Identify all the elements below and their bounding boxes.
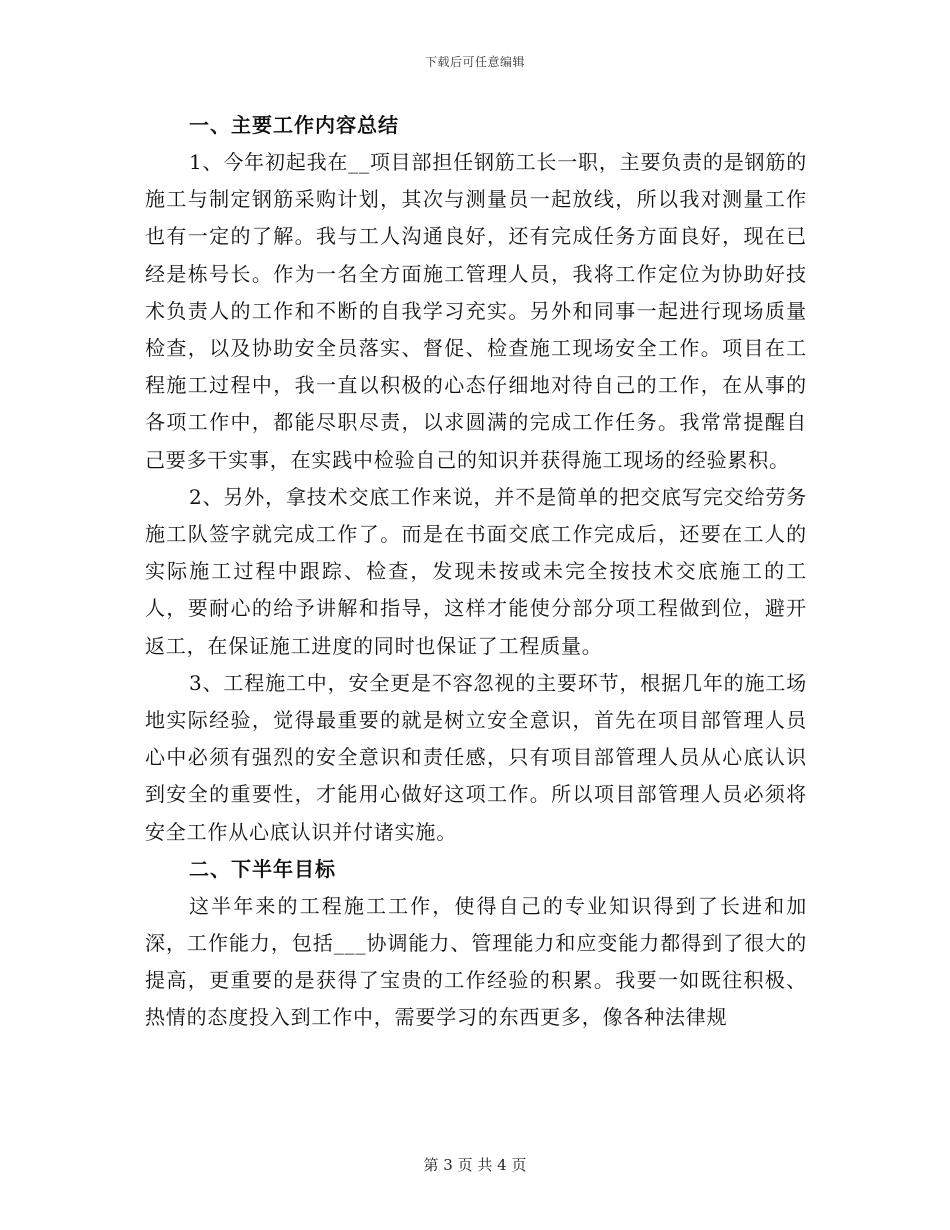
paragraph-4: 这半年来的工程施工工作，使得自己的专业知识得到了长进和加深，工作能力，包括___协调能力、管理能力和应变能力都得到了很大的提高，更重要的是获得了宝贵的工作经验的积累。我要一如既往积极、热情的态度投入到工作中，需要学习的东西更多，像各种法律规 [145,893,807,1030]
paragraph-3: 3、工程施工中，安全更是不容忽视的主要环节，根据几年的施工场地实际经验，觉得最重要的就是树立安全意识，首先在项目部管理人员心中必须有强烈的安全意识和责任感，只有项目部管理人员从心底认识到安全的重要性，才能用心做好这项工作。所以项目部管理人员必须将安全工作从心底认识并付诸实施。 [145,670,807,844]
paragraph-1: 1、今年初起我在__项目部担任钢筋工长一职，主要负责的是钢筋的施工与制定钢筋采购计划，其次与测量员一起放线，所以我对测量工作也有一定的了解。我与工人沟通良好，还有完成任务方面良好，现在已经是栋号长。作为一名全方面施工管理人员，我将工作定位为协助好技术负责人的工作和不断的自我学习充实。另外和同事一起进行现场质量检查，以及协助安全员落实、督促、检查施工现场安全工作。项目在工程施工过程中，我一直以积极的心态仔细地对待自己的工作，在从事的各项工作中，都能尽职尽责，以求圆满的完成工作任务。我常常提醒自己要多干实事，在实践中检验自己的知识并获得施工现场的经验累积。 [145,150,807,472]
section-heading-goals: 二、下半年目标 [189,856,336,881]
page-header: 下载后可任意编辑 [424,55,525,69]
page-footer: 第 3 页 共 4 页 [423,1156,527,1174]
document-body [145,107,807,1037]
section-heading-summary: 一、主要工作内容总结 [189,113,399,137]
paragraph-2: 2、另外，拿技术交底工作来说，并不是简单的把交底写完交给劳务施工队签字就完成工作了。而是在书面交底工作完成后，还要在工人的实际施工过程中跟踪、检查，发现未按或未完全按技术交底施工的工人，要耐心的给予讲解和指导，这样才能使分部分项工程做到位，避开返工，在保证施工进度的同时也保证了工程质量。 [145,484,807,658]
